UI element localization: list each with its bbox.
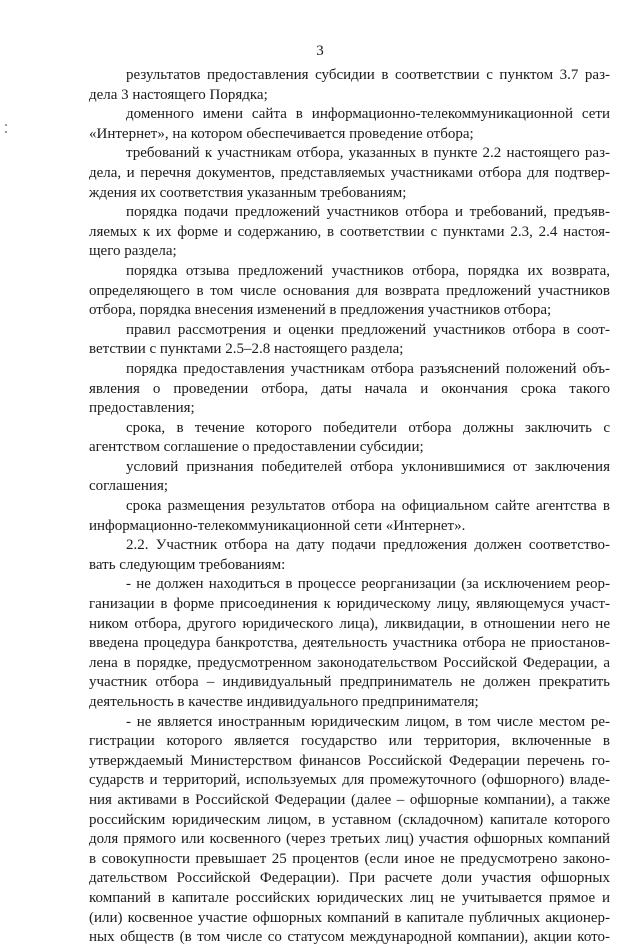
text-line: дела 3 настоящего Порядка; [89,86,268,103]
text-line: гистрации которого является государство или территория, включенные в [89,733,610,750]
text-line: доменного имени сайта в информационно-телекоммуникационной сети [126,106,610,123]
text-line: лена в порядке, предусмотренном законодательством Российской Федерации, а [89,654,610,671]
text-line: доля прямого или косвенного (через третьих лиц) участия офшорных компаний [89,831,610,848]
margin-dot [5,131,7,133]
text-line: дательством Российской Федерации). При расчете доли участия офшорных [89,870,610,887]
text-line: российским юридическим лицом, в уставном (складочном) капитале которого [89,811,610,828]
text-line: ных обществ (в том числе со статусом международной компании), акции кото- [89,929,610,946]
paragraph [89,497,610,536]
text-line: - не является иностранным юридическим лицом, в том числе местом ре- [126,713,610,730]
document-body [89,66,610,948]
paragraph [89,360,610,419]
text-line: дела, и перечня документов, представляемых участниками отбора для подтвер- [89,164,610,181]
text-line: правил рассмотрения и оценки предложений участников отбора в соот- [126,321,610,338]
paragraph [89,262,610,321]
text-line: агентством соглашение о предоставлении субсидии; [89,439,424,456]
paragraph [89,419,610,458]
text-line: в совокупности превышает 25 процентов (если иное не предусмотрено законо- [89,850,610,867]
text-line: ганизации в форме присоединения к юридическому лицу, являющемуся участ- [89,596,610,613]
text-line: определяющего в том числе основания для возврата предложений участников [89,282,610,299]
text-line: деятельность в качестве индивидуального предпринимателя; [89,694,479,710]
text-line: сударств и территорий, используемых для промежуточного (офшорного) владе- [89,772,610,789]
text-line: ветствии с пунктами 2.5–2.8 настоящего раздела; [89,341,404,358]
text-line: утверждаемый Министерством финансов Российской Федерации перечень го- [89,752,610,769]
text-line: ляемых к их форме и содержанию, в соответствии с пунктами 2.3, 2.4 настоя- [89,223,610,240]
text-line: участник отбора – индивидуальный предприниматель не должен прекратить [89,674,610,691]
text-line: срока, в течение которого победители отбора должны заключить с [126,419,610,436]
text-line: (или) косвенное участие офшорных компаний в капитале публичных акционер- [89,909,610,926]
margin-dot [5,124,7,126]
text-line: «Интернет», на котором обеспечивается проведение отбора; [89,125,474,142]
text-line: порядка отзыва предложений участников отбора, порядка их возврата, [126,262,610,279]
text-line: условий признания победителей отбора уклонившимися от заключения [126,458,610,475]
text-line: ждения их соответствия указанным требованиям; [89,184,407,201]
paragraph [89,458,610,497]
text-line: результатов предоставления субсидии в соответствии с пунктом 3.7 раз- [126,67,610,83]
text-line: 2.2. Участник отбора на дату подачи предложения должен соответство- [126,537,610,554]
text-line: явления о проведении отбора, даты начала и окончания срока такого [89,380,610,397]
text-line: вать следующим требованиям: [89,556,286,573]
text-line: ником отбора, другого юридического лица), ликвидации, в отношении него не [89,615,610,632]
page-number: 3 [316,43,324,59]
text-line: щего раздела; [89,243,177,260]
text-line: соглашения; [89,478,169,495]
text-line: введена процедура банкротства, деятельность участника отбора не приостанов- [89,635,610,652]
paragraph [89,66,610,105]
paragraph [89,144,610,203]
text-line: требований к участникам отбора, указанных в пункте 2.2 настоящего раз- [126,145,610,162]
paragraph [89,713,610,948]
text-line: предоставления; [89,400,195,417]
paragraph [89,105,610,144]
paragraph [89,321,610,360]
paragraph [89,536,610,575]
text-line: отбора, порядка внесения изменений в предложения участников отбора; [89,302,552,319]
paragraph [89,203,610,262]
text-line: порядка предоставления участникам отбора разъяснений положений объ- [126,360,610,377]
text-line: - не должен находиться в процессе реорганизации (за исключением реор- [126,576,610,593]
text-line: порядка подачи предложений участников отбора и требований, предъяв- [126,204,610,221]
text-line: ния активами в Российской Федерации (далее – офшорные компании), а также [89,791,610,808]
paragraph [89,575,610,712]
text-line: срока размещения результатов отбора на официальном сайте агентства в [126,498,610,515]
text-line: информационно-телекоммуникационной сети «Интернет». [89,517,466,534]
text-line: компаний в капитале российских юридических лиц не учитывается прямое и [89,889,610,906]
